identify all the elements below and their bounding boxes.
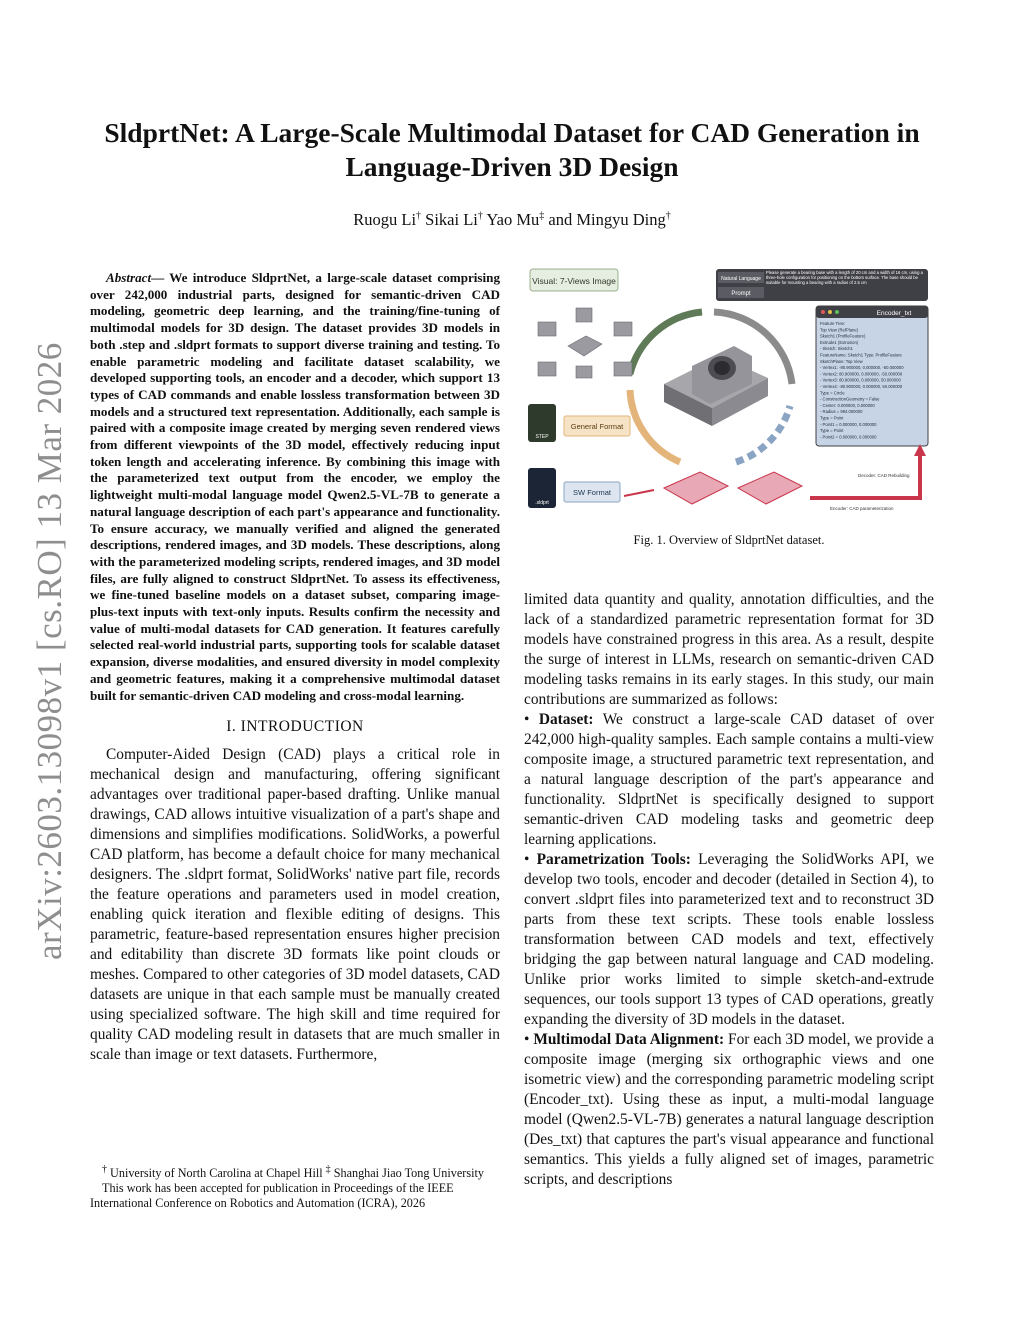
general-format-label: General Format bbox=[570, 422, 624, 431]
contribution-title: Parametrization Tools: bbox=[536, 851, 691, 868]
window-dot-icon bbox=[828, 310, 832, 314]
author-mark: ‡ bbox=[539, 210, 545, 222]
encoder-line: - Vertex3: 80.900000, 0.000000, 50.000000 bbox=[820, 377, 901, 383]
encoder-param-label: Encoder: CAD parameterization bbox=[830, 506, 894, 511]
prompt-label: Prompt bbox=[731, 291, 751, 297]
footnote-mark: † bbox=[102, 1163, 107, 1175]
section-heading-introduction: I. INTRODUCTION bbox=[226, 718, 364, 736]
abstract-dash: — bbox=[151, 270, 170, 285]
contribution-title: Dataset: bbox=[538, 711, 594, 728]
encoder-line: Sketch1 (ProfileFeature) bbox=[820, 333, 866, 339]
encoder-txt-title: Encoder_txt bbox=[876, 310, 912, 317]
prompt-text: Please generate a bearing base with a length of 20 cm and a width of 16 cm, using a three-hole configuration for positioning on the bottom surface. The base should be suitable for mounting a bearing with a radius of 2.5 cm bbox=[766, 270, 923, 285]
encoder-line: Type = Circle bbox=[820, 390, 845, 396]
encoder-line: - Radius = 994.000000 bbox=[820, 409, 863, 415]
author-name: Ruogu Li bbox=[353, 210, 417, 229]
step-badge: STEP bbox=[535, 434, 549, 440]
affiliation-footnote bbox=[90, 1163, 500, 1181]
contribution-text: Leveraging the SolidWorks API, we develop two tools, encoder and decoder (detailed in Section 4), to convert .sldprt files into parameterized text and to reconstruct 3D parts from these text scripts. These tools enable lossless transformation between CAD models and text, effectively bridging the gap between natural language and CAD modeling. Unlike prior works limited to simple sketch-and-extrude sequences, our tools support 13 types of CAD operations, greatly expanding the diversity of 3D models in the dataset. bbox=[524, 851, 934, 1028]
footnote-mark: ‡ bbox=[325, 1163, 331, 1175]
figure-caption: Fig. 1. Overview of SldprtNet dataset. bbox=[633, 533, 825, 547]
window-dot-icon bbox=[835, 310, 839, 314]
abstract bbox=[90, 270, 500, 704]
affiliation-2: Shanghai Jiao Tong University bbox=[330, 1166, 484, 1180]
author-name: Yao Mu bbox=[486, 210, 540, 229]
affiliation-1: University of North Carolina at Chapel Hill bbox=[107, 1166, 326, 1180]
title-line-2: Language-Driven 3D Design bbox=[345, 151, 679, 182]
encoder-line: - Vertex1: -80.900000, 0.000000, -50.000000 bbox=[820, 365, 904, 371]
visual-label: Visual: 7-Views Image bbox=[532, 276, 616, 286]
abstract-label: Abstract bbox=[106, 270, 152, 285]
bullet: • bbox=[524, 711, 539, 728]
encoder-line: Feature Tree: bbox=[820, 321, 846, 326]
contribution-dataset bbox=[524, 710, 934, 850]
encoder-line: Top View (RefPlane) bbox=[820, 327, 859, 333]
encoder-line: Type = Point bbox=[820, 428, 844, 434]
block-bore-inner bbox=[714, 361, 730, 375]
encoder-line: SketchPlane: Top View bbox=[820, 358, 863, 364]
left-column bbox=[90, 270, 500, 1065]
author-name: Sikai Li bbox=[425, 210, 478, 229]
sw-format-label: SW Format bbox=[573, 488, 611, 497]
encoder-line: FeatureName: Sketch1 Type: ProfileFeature bbox=[820, 352, 902, 358]
encoder-line: Extrude1 (Extrusion) bbox=[820, 339, 859, 345]
figure-overview-graphic bbox=[524, 266, 934, 516]
contribution-multimodal-alignment bbox=[524, 1030, 934, 1190]
encoder-line: - Point2 = 0.000000, 0.000000 bbox=[820, 434, 877, 440]
contribution-parametrization-tools bbox=[524, 850, 934, 1030]
encoder-line: - Vertex4: -80.900000, 0.000000, 50.000000 bbox=[820, 384, 903, 389]
footnotes bbox=[90, 1163, 500, 1212]
author-mark: † bbox=[416, 210, 422, 222]
author-mark: † bbox=[477, 210, 483, 222]
figure-overview bbox=[524, 266, 934, 516]
prompt-text-box bbox=[766, 270, 926, 300]
encoder-line: - Vertex2: 80.900000, 0.000000, -50.000000 bbox=[820, 371, 903, 377]
view-thumbnail bbox=[576, 366, 592, 378]
bullet: • bbox=[524, 851, 537, 868]
encoder-line: - Sketch: Sketch1 bbox=[820, 346, 853, 352]
author-name: Mingyu Ding bbox=[576, 210, 666, 229]
encoder-line: - Point1 = 0.000000, 0.000000 bbox=[820, 421, 877, 427]
introduction-paragraph: Computer-Aided Design (CAD) plays a critical role in mechanical design and manufacturing, offering significant advantages over traditional paper-based drafting. Unlike manual drawings, CAD allows intuitive visualization of a part's shape and dimensions and simplifies modifications. SolidWorks, a powerful CAD platform, has become a default choice for many mechanical designers. The .sldprt format, SolidWorks' native part file, records the feature operations and parameters used in model creation, enabling quick iteration and flexible editing of designs. This parametric, feature-based representation ensures higher precision and editability than discrete 3D formats like point clouds or meshes. Compared to other categories of 3D model datasets, CAD datasets are unique in that each sample must be manually created using specialized software. The high skill and time required for quality CAD modeling result in datasets that are much smaller in scale than image or text datasets. Furthermore, bbox=[90, 746, 500, 1064]
decoder-label: Decoder: CAD Rebuilding bbox=[858, 473, 910, 478]
author-list bbox=[60, 210, 964, 230]
acceptance-note: This work has been accepted for publication in Proceedings of the IEEE International Conference on Robotics and Automation (ICRA), 2026 bbox=[90, 1181, 454, 1211]
bullet: • bbox=[524, 1031, 534, 1048]
natural-language-label: Natural Language bbox=[721, 276, 761, 282]
view-thumbnail bbox=[576, 308, 592, 322]
right-column bbox=[524, 590, 934, 1190]
title-line-1: SldprtNet: A Large-Scale Multimodal Dataset for CAD Generation in bbox=[104, 117, 920, 148]
encoder-line: - Center: 0.000000, 0.000000 bbox=[820, 402, 875, 408]
contribution-text: For each 3D model, we provide a composite image (merging six orthographic views and one isometric view) and the corresponding parametric modeling script (Encoder_txt). Using these as input, a multi-modal language model (Qwen2.5-VL-7B) generates a natural language description (Des_txt) that captures the part's visual appearance and functional semantics. This yields a fully aligned set of images, parametric scripts, and descriptions bbox=[524, 1031, 935, 1188]
contribution-title: Multimodal Data Alignment: bbox=[533, 1031, 725, 1048]
paper-title bbox=[60, 116, 964, 184]
contribution-text: We construct a large-scale CAD dataset of over 242,000 high-quality samples. Each sample contains a multi-view composite image, a structured parametric text representation, and a natural language description of the part's appearance and functionality. SldprtNet is specifically designed to support semantic-driven CAD modeling tasks and geometric deep learning applications. bbox=[524, 711, 934, 848]
view-thumbnail bbox=[614, 322, 632, 336]
view-thumbnail bbox=[614, 362, 632, 376]
author-joiner: and bbox=[548, 210, 573, 229]
view-thumbnail bbox=[538, 322, 556, 336]
abstract-text: We introduce SldprtNet, a large-scale dataset comprising over 242,000 industrial parts, designed for semantic-driven CAD modeling, geometric deep learning, and the training/fine-tuning of multimodal models for 3D design. The dataset provides 3D models in both .step and .sldprt formats to support diverse training and testing. To enable parametric modeling and facilitate dataset scalability, we developed supporting tools, an encoder and a decoder, which support 13 types of CAD commands and enable lossless transformation between 3D models and a structured text representation. Additionally, each sample is paired with a composite image created by merging seven rendered views from different viewpoints of the 3D model, effectively reducing input token length and accelerating inference. By combining this image with the parameterized text output from the encoder, we employ the lightweight multi-modal language model Qwen2.5-VL-7B to generate a natural language description of each part's appearance and functionality. To ensure accuracy, we manually verified and aligned the generated descriptions, rendered images, and 3D models. These descriptions, along with the parameterized modeling scripts, rendered images, and 3D model files, are fully aligned to construct SldprtNet. To assess its effectiveness, we fine-tuned baseline models on a dataset subset, comparing image-plus-text inputs with text-only inputs. Results confirm the necessity and value of multi-modal datasets for CAD generation. It features carefully selected real-world industrial parts, supporting tools for scalable dataset expansion, diverse modalities, and ensured diversity in model complexity and geometric features, making it a comprehensive multimodal dataset built for semantic-driven CAD modeling and cross-modal learning. bbox=[90, 270, 500, 703]
right-opening-paragraph: limited data quantity and quality, annotation difficulties, and the lack of a standardized parametric representation format for 3D models have constrained progress in this area. As a result, despite the surge of interest in LLMs, research on semantic-driven CAD modeling tasks remains in its early stages. In this study, our main contributions are summarized as follows: bbox=[524, 591, 934, 708]
author-mark: † bbox=[665, 210, 671, 222]
view-thumbnail bbox=[538, 362, 556, 376]
encoder-line: - ConstructionGeometry = False bbox=[820, 396, 880, 402]
window-dot-icon bbox=[821, 310, 825, 314]
sldprt-badge: .sldprt bbox=[535, 500, 549, 506]
arxiv-identifier: arXiv:2603.13098v1 [cs.RO] 13 Mar 2026 bbox=[30, 342, 69, 960]
encoder-line: Type = Point bbox=[820, 415, 844, 421]
